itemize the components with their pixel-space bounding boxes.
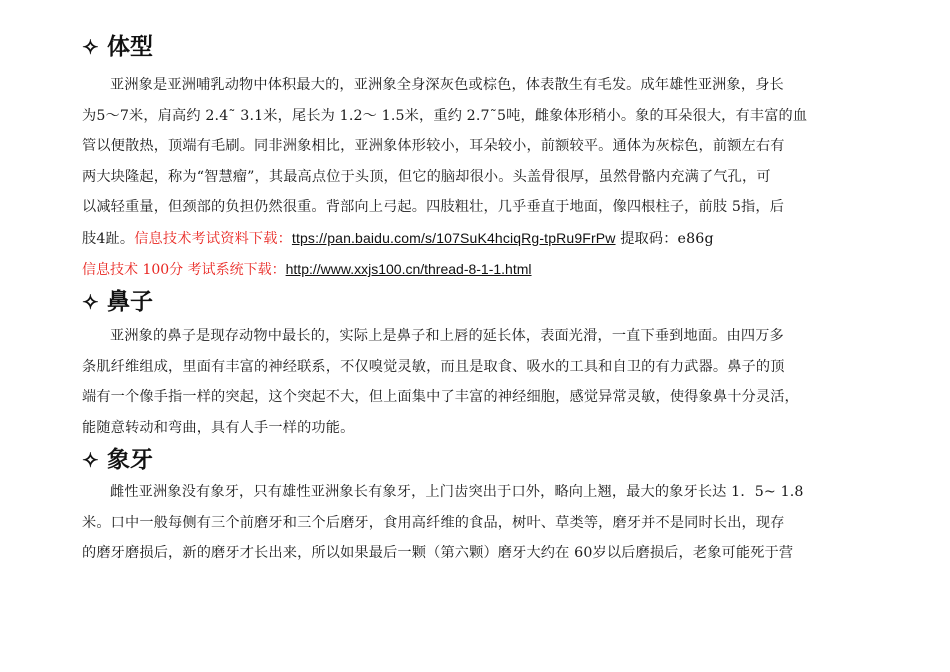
text-line: 亚洲象的鼻子是现存动物中最长的，实际上是鼻子和上唇的延长体，表面光滑，一直下垂到地面。由四万多 [110, 328, 784, 344]
section-heading [82, 30, 872, 64]
text-line: 以减轻重量，但颈部的负担仍然很重。背部向上弓起。四肢粗壮，几乎垂直于地面，像四根柱子，前肢 5指，后 [82, 199, 785, 215]
section-heading-text: 鼻子 [107, 288, 153, 315]
section-heading-text: 象牙 [107, 446, 153, 473]
section-heading-text: 体型 [107, 33, 153, 60]
exam-system-label: 信息技术 100分 考试系统下载： [82, 262, 286, 278]
text-line: 的磨牙磨损后，新的磨牙才长出来，所以如果最后一颗（第六颗）磨牙大约在 60岁以后磨损后，老象可能死于营 [82, 545, 794, 561]
section-body-shape [82, 30, 872, 285]
four-point-star-outline-icon: ✧ [82, 448, 99, 472]
text-line: 肢4趾。 [82, 230, 135, 247]
resource-download-label: 信息技术考试资料下载： [134, 230, 292, 247]
text-line: 米。口中一般每侧有三个前磨牙和三个后磨牙，食用高纤维的食品，树叶、草类等，磨牙并不是同时长出，现存 [82, 514, 785, 531]
section-heading [82, 285, 872, 319]
paragraph [82, 321, 872, 443]
text-line: 两大块隆起，称为“智慧瘤”，其最高点位于头顶，但它的脑却很小。头盖骨很厚，虽然骨骼内充满了气孔，可 [82, 168, 771, 185]
text-line: 管以便散热，顶端有毛刷。同非洲象相比，亚洲象体形较小，耳朵较小，前额较平。通体为灰棕色，前额左右有 [82, 138, 785, 154]
paragraph [82, 477, 872, 569]
four-point-star-outline-icon: ✧ [82, 35, 99, 59]
section-tusk [82, 443, 872, 569]
document-page [82, 30, 872, 569]
paragraph [82, 70, 872, 254]
text-line: 亚洲象是亚洲哺乳动物中体积最大的，亚洲象全身深灰色或棕色，体表散生有毛发。成年雄性亚洲象，身长 [110, 77, 784, 93]
text-line: 条肌纤维组成，里面有丰富的神经联系，不仅嗅觉灵敏，而且是取食、吸水的工具和自卫的有力武器。鼻子的顶 [82, 358, 785, 375]
text-line: 端有一个像手指一样的突起，这个突起不大，但上面集中了丰富的神经细胞，感觉异常灵敏，使得象鼻十分灵活， [82, 389, 799, 405]
exam-system-line [82, 254, 872, 285]
section-heading [82, 443, 872, 477]
resource-download-link[interactable]: ttps://pan.baidu.com/s/107SuK4hciqRg-tpRu9FrPw [291, 229, 616, 246]
four-point-star-outline-icon: ✧ [82, 290, 99, 314]
text-line: 能随意转动和弯曲，具有人手一样的功能。 [82, 419, 355, 436]
extraction-code: 提取码：e86g [615, 230, 714, 247]
text-line: 雌性亚洲象没有象牙，只有雄性亚洲象长有象牙，上门齿突出于口外，略向上翘，最大的象牙长达 1．5~ 1.8 [110, 484, 804, 500]
exam-system-link[interactable]: http://www.xxjs100.cn/thread-8-1-1.html [285, 261, 532, 277]
section-trunk [82, 285, 872, 443]
text-line: 为5～7米，肩高约 2.4˜ 3.1米，尾长为 1.2～ 1.5米，重约 2.7˜5吨，雌象体形稍小。象的耳朵很大，有丰富的血 [82, 107, 808, 124]
